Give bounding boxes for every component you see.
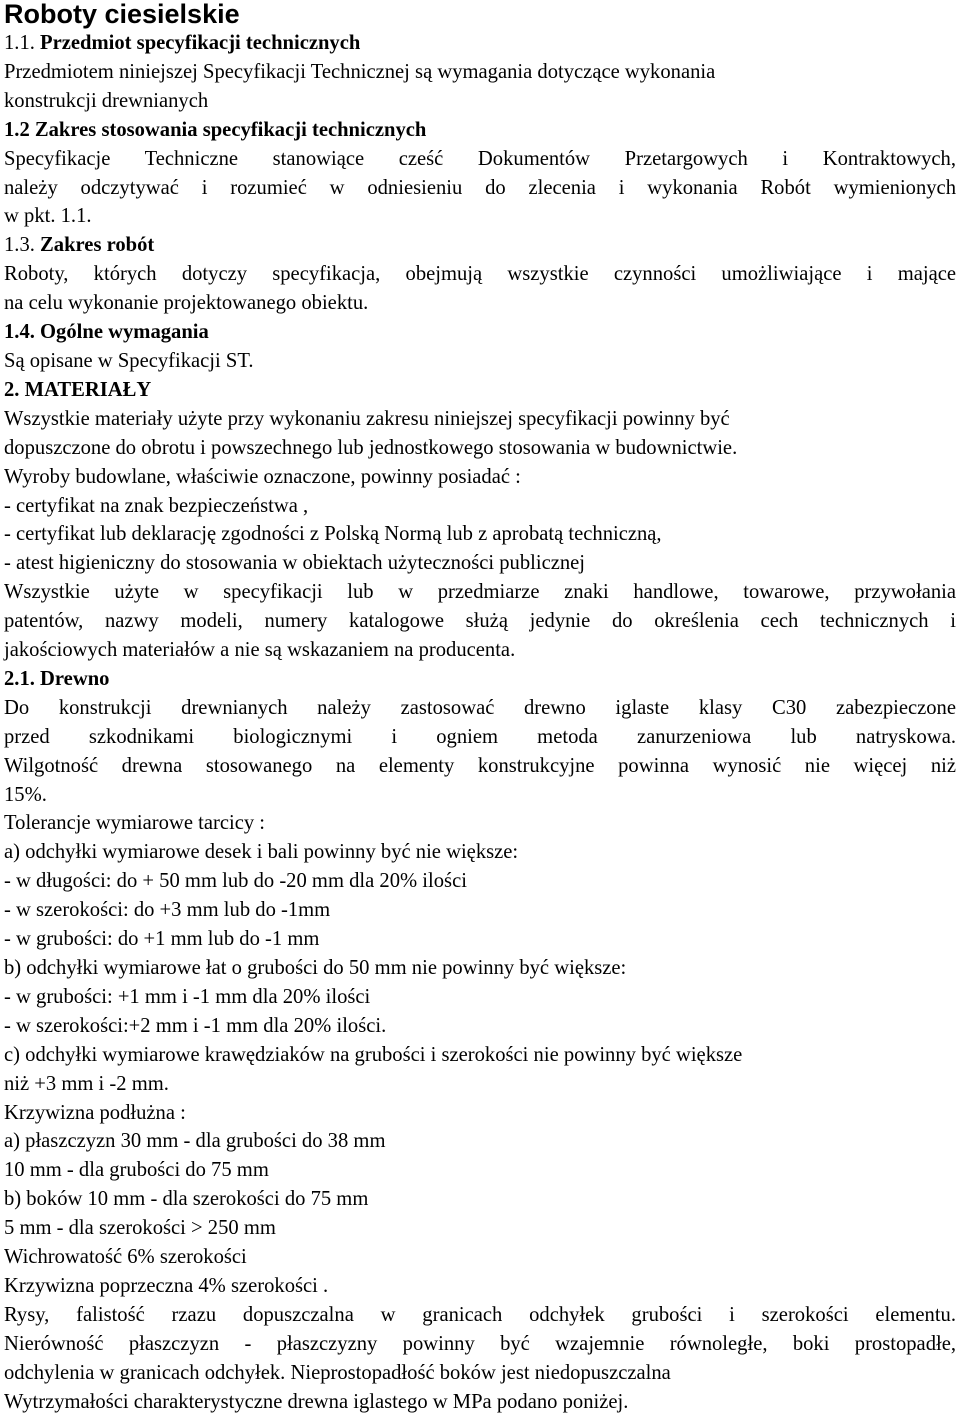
paragraph-line: Wszystkie materiały użyte przy wykonaniu zakresu niniejszej specyfikacji powinny być — [4, 407, 730, 430]
paragraph-line: Tolerancje wymiarowe tarcicy : — [4, 812, 266, 835]
list-item: - w grubości: +1 mm i -1 mm dla 20% ilości — [4, 985, 371, 1008]
list-item: b) odchyłki wymiarowe łat o grubości do 50 mm nie powinny być większe: — [4, 957, 627, 979]
list-item: - w szerokości:+2 mm i -1 mm dla 20% ilości. — [4, 1014, 387, 1037]
section-1-2-heading: 1.2 Zakres stosowania specyfikacji technicznych — [4, 118, 427, 141]
paragraph-line: Roboty, których dotyczy specyfikacja, obejmują wszystkie czynności umożliwiające i mające — [4, 263, 956, 286]
paragraph-line: Krzywizna podłużna : — [4, 1101, 186, 1124]
list-item: b) boków 10 mm - dla szerokości do 75 mm — [4, 1188, 369, 1211]
list-item: - w szerokości: do +3 mm lub do -1mm — [4, 899, 331, 922]
list-item: 10 mm - dla grubości do 75 mm — [4, 1159, 269, 1182]
list-item: c) odchyłki wymiarowe krawędziaków na grubości i szerokości nie powinny być większe — [4, 1043, 743, 1066]
paragraph-line: Wszystkie użyte w specyfikacji lub w przedmiarze znaki handlowe, towarowe, przywołania — [4, 581, 956, 604]
paragraph-line: 15%. — [4, 783, 47, 806]
list-item: - atest higieniczny do stosowania w obiektach użyteczności publicznej — [4, 552, 586, 575]
section-1-1-heading — [4, 29, 956, 58]
paragraph-line: Wilgotność drewna stosowanego na elementy konstrukcyjne powinna wynosić nie więcej niż — [4, 754, 956, 777]
section-2-1-heading: 2.1. Drewno — [4, 667, 110, 690]
section-1-1-title: Przedmiot specyfikacji technicznych — [40, 32, 361, 54]
paragraph-line: jakościowych materiałów a nie są wskazaniem na producenta. — [4, 639, 516, 662]
paragraph-line: przed szkodnikami biologicznymi i ogniem metoda zanurzeniowa lub natryskowa. — [4, 725, 956, 748]
list-item: - certyfikat na znak bezpieczeństwa , — [4, 494, 309, 517]
paragraph-line: Wyroby budowlane, właściwie oznaczone, powinny posiadać : — [4, 465, 521, 488]
paragraph-line: konstrukcji drewnianych — [4, 89, 209, 112]
list-item: a) odchyłki wymiarowe desek i bali powinny być nie większe: — [4, 841, 519, 864]
paragraph-line: Krzywizna poprzeczna 4% szerokości . — [4, 1274, 329, 1297]
section-1-1-number: 1.1. — [4, 32, 35, 54]
list-item: 5 mm - dla szerokości > 250 mm — [4, 1217, 276, 1240]
list-item: - w długości: do + 50 mm lub do -20 mm dla 20% ilości — [4, 870, 467, 893]
paragraph-line: Specyfikacje Techniczne stanowiące cześć Dokumentów Przetargowych i Kontraktowych, — [4, 147, 956, 170]
section-1-3-number: 1.3. — [4, 234, 35, 257]
list-item: a) płaszczyzn 30 mm - dla grubości do 38 mm — [4, 1130, 386, 1153]
paragraph-line: dopuszczone do obrotu i powszechnego lub jednostkowego stosowania w budownictwie. — [4, 436, 738, 459]
paragraph-line: odchylenia w granicach odchyłek. Nieprostopadłość boków jest niedopuszczalna — [4, 1361, 671, 1384]
section-1-3-title: Zakres robót — [40, 234, 155, 257]
paragraph-line: Przedmiotem niniejszej Specyfikacji Technicznej są wymagania dotyczące wykonania — [4, 60, 716, 83]
section-1-3-heading — [4, 231, 956, 260]
list-item: niż +3 mm i -2 mm. — [4, 1072, 169, 1095]
document-title: Roboty ciesielskie — [4, 0, 240, 29]
paragraph-line: patentów, nazwy modeli, numery katalogowe służą jedynie do określenia cech technicznych i — [4, 610, 956, 633]
list-item: - certyfikat lub deklarację zgodności z Polską Normą lub z aprobatą techniczną, — [4, 523, 662, 546]
paragraph-line: Rysy, falistość rzazu dopuszczalna w granicach odchyłek grubości i szerokości elementu. — [4, 1303, 956, 1326]
paragraph-line: Wichrowatość 6% szerokości — [4, 1246, 247, 1269]
paragraph-line: na celu wykonanie projektowanego obiektu. — [4, 292, 369, 315]
paragraph-line: Są opisane w Specyfikacji ST. — [4, 349, 254, 372]
paragraph-line: należy odczytywać i rozumieć w odniesieniu do zlecenia i wykonania Robót wymienionych — [4, 176, 956, 199]
paragraph-line: Nierówność płaszczyzn - płaszczyzny powinny być wzajemnie równoległe, boki prostopadłe, — [4, 1332, 956, 1355]
section-1-4-heading: 1.4. Ogólne wymagania — [4, 321, 209, 344]
paragraph-line: w pkt. 1.1. — [4, 205, 92, 228]
paragraph-line: Wytrzymałości charakterystyczne drewna iglastego w MPa podano poniżej. — [4, 1390, 629, 1413]
section-2-heading: 2. MATERIAŁY — [4, 378, 152, 401]
paragraph-line: Do konstrukcji drewnianych należy zastosować drewno iglaste klasy C30 zabezpieczone — [4, 696, 956, 719]
list-item: - w grubości: do +1 mm lub do -1 mm — [4, 928, 320, 951]
